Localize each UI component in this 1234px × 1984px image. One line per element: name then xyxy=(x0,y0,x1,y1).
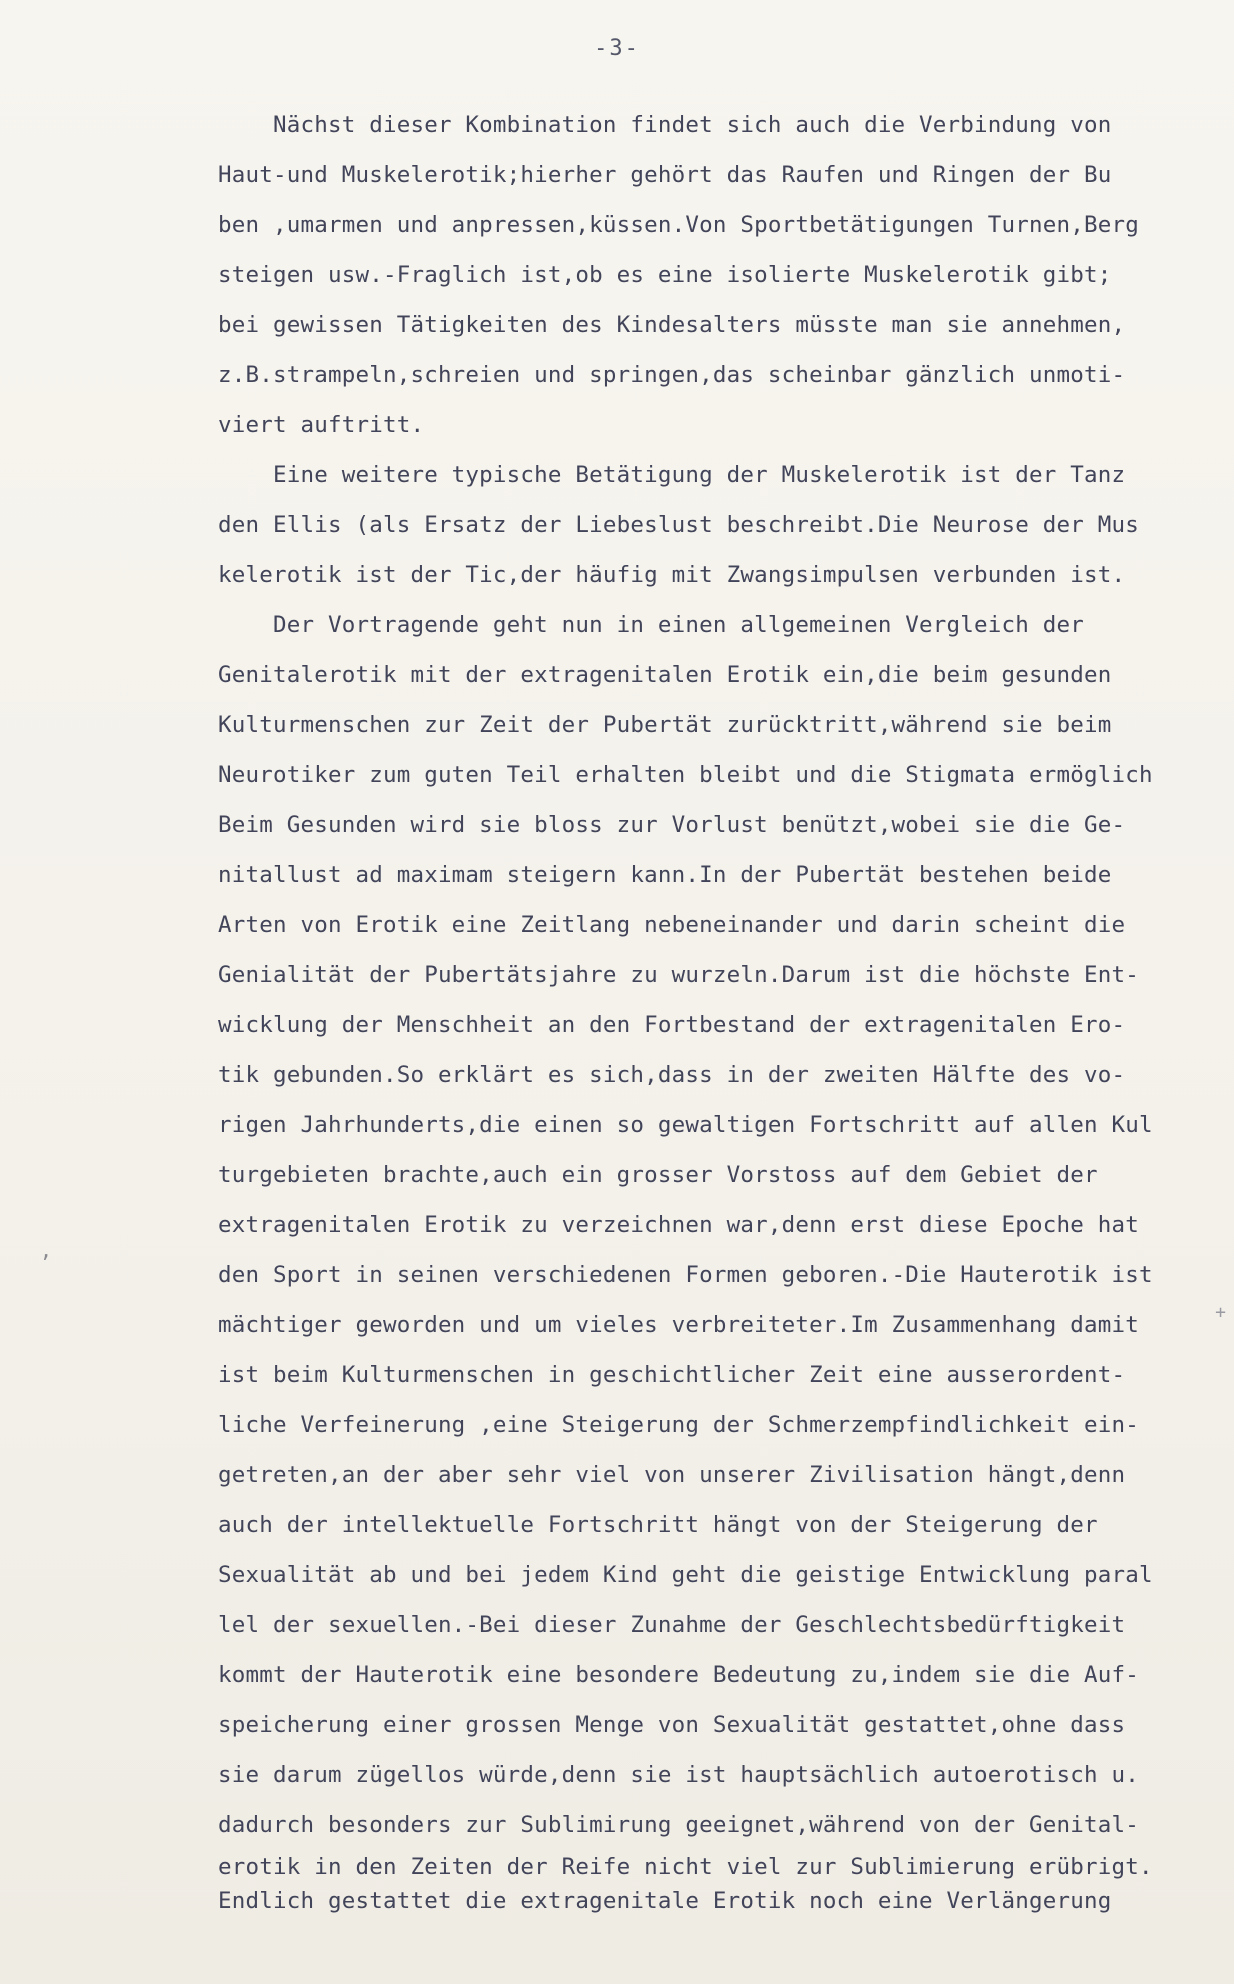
text-line: z.B.strampeln,schreien und springen,das scheinbar gänzlich unmoti- xyxy=(218,362,1126,388)
text-line: auch der intellektuelle Fortschritt hängt von der Steigerung der xyxy=(218,1512,1098,1538)
text-line: den Ellis (als Ersatz der Liebeslust beschreibt.Die Neurose der Mus xyxy=(218,512,1139,538)
text-line: bei gewissen Tätigkeiten des Kindesalters müsste man sie annehmen, xyxy=(218,312,1126,338)
text-line: getreten,an der aber sehr viel von unserer Zivilisation hängt,denn xyxy=(218,1462,1126,1488)
text-line: speicherung einer grossen Menge von Sexualität gestattet,ohne dass xyxy=(218,1712,1126,1738)
text-line: Der Vortragende geht nun in einen allgemeinen Vergleich der xyxy=(218,612,1085,638)
text-line: den Sport in seinen verschiedenen Formen geboren.-Die Hauterotik ist xyxy=(218,1262,1153,1288)
text-line: Eine weitere typische Betätigung der Muskelerotik ist der Tanz xyxy=(218,462,1126,488)
text-line: erotik in den Zeiten der Reife nicht viel zur Sublimierung erübrigt. xyxy=(218,1854,1153,1880)
text-line: viert auftritt. xyxy=(218,412,425,438)
text-line: sie darum zügellos würde,denn sie ist hauptsächlich autoerotisch u. xyxy=(218,1762,1139,1788)
text-line: ben ,umarmen und anpressen,küssen.Von Sportbetätigungen Turnen,Berg xyxy=(218,212,1139,238)
text-line: Arten von Erotik eine Zeitlang nebeneinander und darin scheint die xyxy=(218,912,1126,938)
text-line: turgebieten brachte,auch ein grosser Vorstoss auf dem Gebiet der xyxy=(218,1162,1098,1188)
text-line: nitallust ad maximam steigern kann.In der Pubertät bestehen beide xyxy=(218,862,1112,888)
text-line: Genitalerotik mit der extragenitalen Erotik ein,die beim gesunden xyxy=(218,662,1112,688)
text-line: rigen Jahrhunderts,die einen so gewaltigen Fortschritt auf allen Kul xyxy=(218,1112,1153,1138)
text-line: steigen usw.-Fraglich ist,ob es eine isolierte Muskelerotik gibt; xyxy=(218,262,1112,288)
text-line: Nächst dieser Kombination findet sich auch die Verbindung von xyxy=(218,112,1112,138)
text-line: liche Verfeinerung ,eine Steigerung der Schmerzempfindlichkeit ein- xyxy=(218,1412,1139,1438)
text-line: Neurotiker zum guten Teil erhalten bleibt und die Stigmata ermöglich xyxy=(218,762,1153,788)
text-line: ist beim Kulturmenschen in geschichtlicher Zeit eine ausserordent- xyxy=(218,1362,1126,1388)
text-line: mächtiger geworden und um vieles verbreiteter.Im Zusammenhang damit xyxy=(218,1312,1139,1338)
text-line: Kulturmenschen zur Zeit der Pubertät zurücktritt,während sie beim xyxy=(218,712,1112,738)
text-line: Beim Gesunden wird sie bloss zur Vorlust benützt,wobei sie die Ge- xyxy=(218,812,1126,838)
page-number: -3- xyxy=(594,36,640,61)
typescript-body xyxy=(218,100,1218,1918)
text-line: lel der sexuellen.-Bei dieser Zunahme der Geschlechtsbedürftigkeit xyxy=(218,1612,1126,1638)
text-line: Genialität der Pubertätsjahre zu wurzeln.Darum ist die höchste Ent- xyxy=(218,962,1139,988)
margin-mark: + xyxy=(1215,1302,1226,1323)
text-line: tik gebunden.So erklärt es sich,dass in der zweiten Hälfte des vo- xyxy=(218,1062,1126,1088)
text-line: Endlich gestattet die extragenitale Erotik noch eine Verlängerung xyxy=(218,1888,1112,1914)
text-line: wicklung der Menschheit an den Fortbestand der extragenitalen Ero- xyxy=(218,1012,1126,1038)
text-line: Sexualität ab und bei jedem Kind geht die geistige Entwicklung paral xyxy=(218,1562,1153,1588)
text-line: extragenitalen Erotik zu verzeichnen war,denn erst diese Epoche hat xyxy=(218,1212,1139,1238)
text-line: dadurch besonders zur Sublimirung geeignet,während von der Genital- xyxy=(218,1812,1139,1838)
margin-mark: , xyxy=(40,1238,53,1262)
text-line: kelerotik ist der Tic,der häufig mit Zwangsimpulsen verbunden ist. xyxy=(218,562,1126,588)
text-line: kommt der Hauterotik eine besondere Bedeutung zu,indem sie die Auf- xyxy=(218,1662,1139,1688)
text-line: Haut-und Muskelerotik;hierher gehört das Raufen und Ringen der Bu xyxy=(218,162,1112,188)
